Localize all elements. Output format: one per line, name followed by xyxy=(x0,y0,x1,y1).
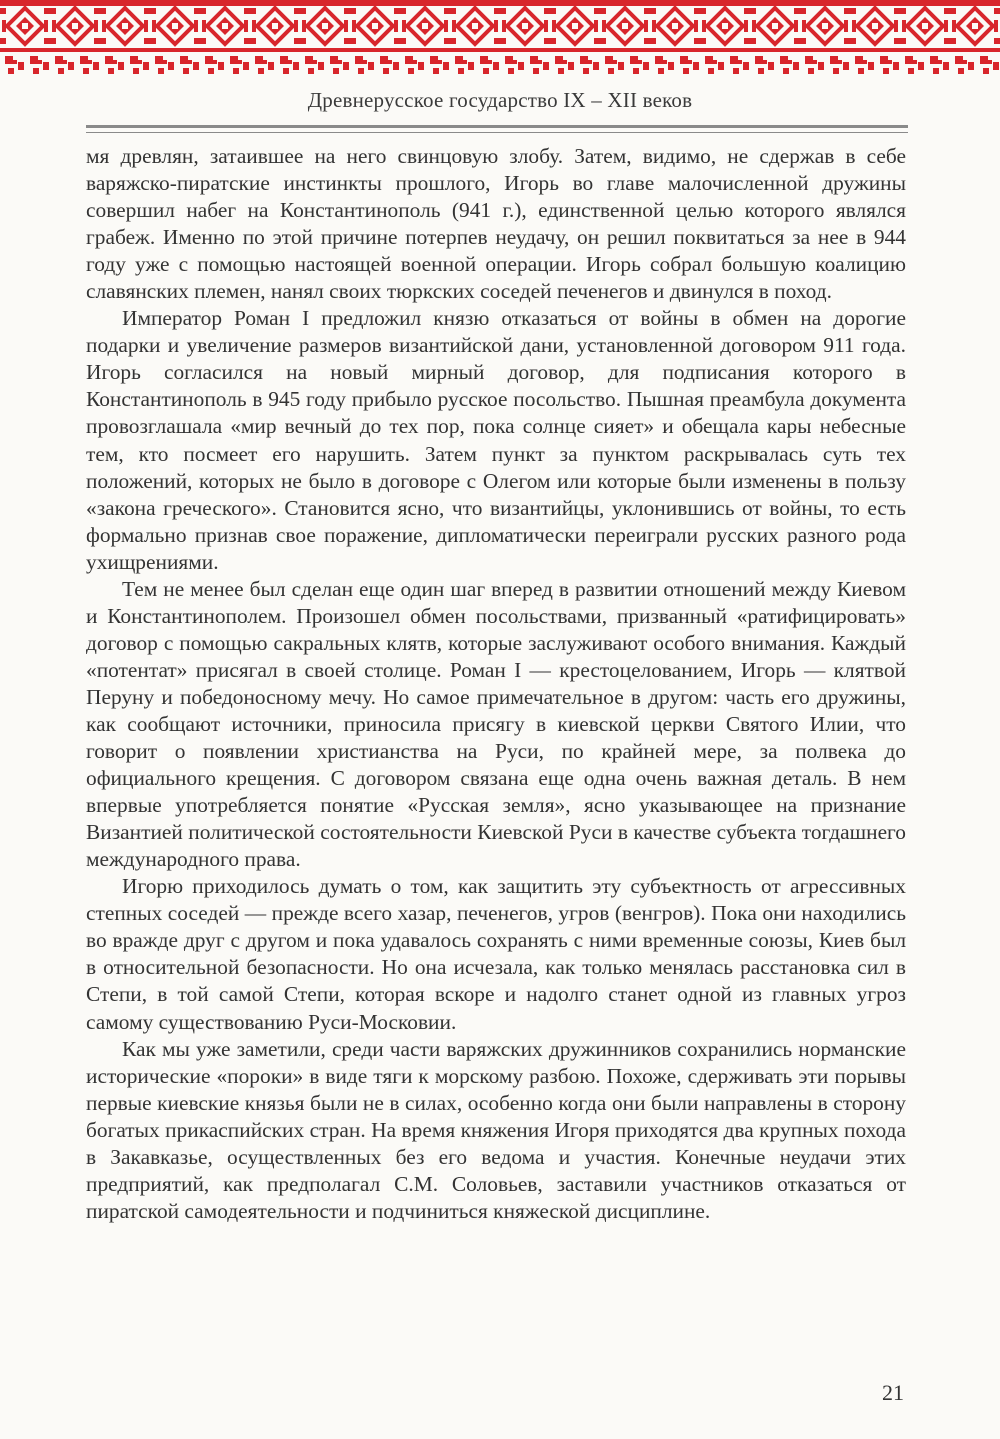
paragraph: Император Роман I предложил князю отказаться от войны в обмен на дорогие подарки и увеличение размеров византийской дани, установленной договором 911 года. Игорь согласился на новый мирный договор, для подписания которого в Константинополь в 945 году прибыло русское посольство. Пышная преамбула документа провозглашала «мир вечный до тех пор, пока солнце сияет» и обещала кары небесные тем, кто посмеет его нарушить. Затем пункт за пунктом раскрывалась суть тех положений, которых не было в договоре с Олегом или которые были изменены в пользу «закона греческого». Становится ясно, что византийцы, уклонившись от войны, то есть формально признав свое поражение, дипломатически переиграли русских разного рода ухищрениями. xyxy=(86,306,906,574)
paragraph: мя древлян, затаившее на него свинцовую злобу. Затем, видимо, не сдержав в себе варяжско-пиратские инстинкты прошлого, Игорь во главе малочисленной дружины совершил набег на Константинополь (941 г.), единственной целью которого являлся грабеж. Именно по этой причине потерпев неудачу, он решил поквитаться за нее в 944 году уже с помощью настоящей военной операции. Игорь собрал большую коалицию славянских племен, нанял своих тюркских соседей печенегов и двинулся в поход. xyxy=(86,144,906,304)
ornament-border xyxy=(0,0,1000,80)
page-number: 21 xyxy=(882,1380,904,1405)
running-head: Древнерусское государство IX – XII веков xyxy=(307,88,693,112)
paragraph: Игорю приходилось думать о том, как защитить эту субъектность от агрессивных степных соседей — прежде всего хазар, печенегов, угров (венгров). Пока они находились во вражде друг с другом и пока удавалось сохранять с ними временные союзы, Киев был в относительной безопасности. Но она исчезала, как только менялась расстановка сил в Степи, в той самой Степи, которая вскоре и надолго станет одной из главных угроз самому существованию Руси-Московии. xyxy=(86,874,906,1034)
main-text xyxy=(86,143,906,1225)
paragraph: Как мы уже заметили, среди части варяжских дружинников сохранились норманские исторические «пороки» в виде тяги к морскому разбою. Похоже, сдерживать эти порывы первые киевские князья были не в силах, особенно когда они были направлены в сторону богатых прикаспийских стран. На время княжения Игоря приходятся два крупных похода в Закавказье, осуществленных без его ведома и участия. Конечные неудачи этих предприятий, как предполагал С.М. Соловьев, заставили участников отказаться от пиратской самодеятельности и подчиниться княжеской дисциплине. xyxy=(86,1036,906,1223)
paragraph: Тем не менее был сделан еще один шаг вперед в развитии отношений между Киевом и Константинополем. Произошел обмен посольствами, призванный «ратифицировать» договор с помощью сакральных клятв, которые заслуживают особого внимания. Каждый «потентат» присягал в своей столице. Роман I — крестоцелованием, Игорь — клятвой Перуну и победоносному мечу. Но самое примечательное в другом: часть его дружины, как сообщают источники, приносила присягу в киевской церкви Святого Илии, что говорит о появлении христианства на Руси, по крайней мере, за полвека до официального крещения. С договором связана еще одна очень важная деталь. В нем впервые употребляется понятие «Русская земля», ясно указывающее на признание Византией политической состоятельности Киевской Руси в качестве субъекта тогдашнего международного права. xyxy=(86,576,906,872)
header-divider xyxy=(86,125,908,133)
